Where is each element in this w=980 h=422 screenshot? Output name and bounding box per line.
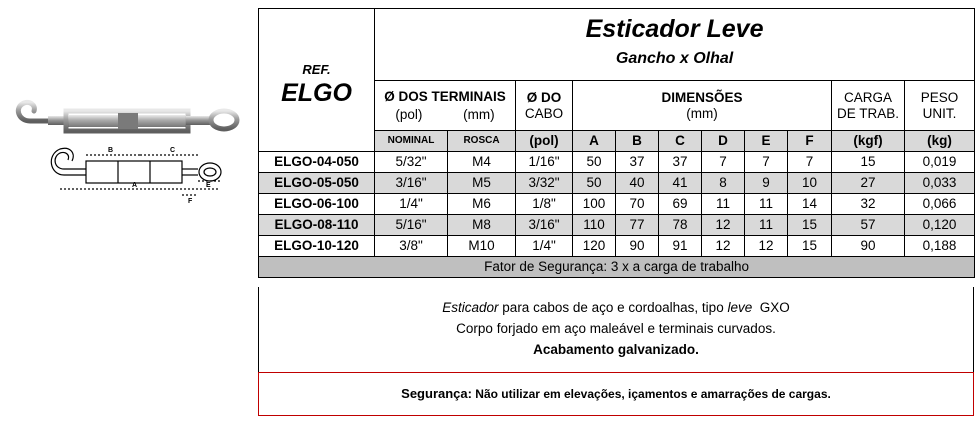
cell-c: 69 — [659, 194, 702, 215]
header-peso-top: PESO — [920, 89, 959, 105]
safety-text: Não utilizar em elevações, içamentos e amarrações de cargas. — [471, 387, 831, 401]
dim-label-c: C — [170, 147, 176, 154]
header-terminals-pol: (pol) — [395, 106, 423, 122]
safety-factor: Fator de Segurança: 3 x a carga de trabalho — [259, 257, 975, 278]
cell-cabo: 1/4" — [516, 236, 573, 257]
header-dimensions — [573, 81, 832, 131]
description-text-1: para cabos de aço e cordoalhas, tipo — [498, 300, 728, 315]
description-italic-leve: leve — [727, 300, 753, 315]
subheader-d: D — [702, 131, 745, 152]
header-carga-top: CARGA — [843, 89, 892, 105]
cell-e: 11 — [745, 215, 788, 236]
subheader-f: F — [788, 131, 832, 152]
cell-carga: 90 — [832, 236, 905, 257]
cell-cabo: 1/16" — [516, 152, 573, 173]
cell-d: 8 — [702, 173, 745, 194]
subheader-kgf: (kgf) — [832, 131, 905, 152]
cell-d: 12 — [702, 236, 745, 257]
cell-a: 50 — [573, 152, 616, 173]
table-row — [259, 152, 975, 173]
row-code: ELGO-10-120 — [259, 236, 375, 257]
cell-d: 7 — [702, 152, 745, 173]
turnbuckle-photo — [18, 102, 237, 131]
cell-peso: 0,120 — [905, 215, 975, 236]
row-code: ELGO-08-110 — [259, 215, 375, 236]
header-carga — [832, 81, 905, 131]
header-peso-bottom: UNIT. — [922, 105, 957, 121]
cell-peso: 0,033 — [905, 173, 975, 194]
cell-rosca: M5 — [448, 173, 516, 194]
cell-rosca: M6 — [448, 194, 516, 215]
cell-e: 7 — [745, 152, 788, 173]
product-spec-sheet — [258, 8, 974, 416]
cell-d: 11 — [702, 194, 745, 215]
cell-a: 120 — [573, 236, 616, 257]
spec-table — [258, 8, 975, 278]
cell-rosca: M4 — [448, 152, 516, 173]
cell-cabo: 3/16" — [516, 215, 573, 236]
header-cabo-bottom: CABO — [524, 105, 564, 121]
cell-f: 15 — [788, 215, 832, 236]
safety-label: Segurança: — [401, 386, 472, 401]
ref-code: ELGO — [281, 78, 352, 107]
cell-carga: 57 — [832, 215, 905, 236]
subheader-kg: (kg) — [905, 131, 975, 152]
cell-c: 78 — [659, 215, 702, 236]
cell-c: 41 — [659, 173, 702, 194]
cell-nominal: 1/4" — [375, 194, 448, 215]
cell-peso: 0,066 — [905, 194, 975, 215]
table-row — [259, 194, 975, 215]
header-dims-top: DIMENSÕES — [661, 89, 743, 105]
dim-label-f: F — [188, 198, 193, 205]
header-cabo-top: Ø DO — [526, 89, 562, 105]
cell-e: 11 — [745, 194, 788, 215]
cell-carga: 15 — [832, 152, 905, 173]
header-terminals — [375, 81, 516, 131]
description-line-1 — [259, 297, 973, 318]
table-row — [259, 215, 975, 236]
cell-f: 10 — [788, 173, 832, 194]
ref-cell — [259, 9, 375, 152]
cell-cabo: 1/8" — [516, 194, 573, 215]
safety-warning — [258, 372, 974, 416]
subheader-a: A — [573, 131, 616, 152]
header-dims-unit: (mm) — [686, 105, 718, 121]
product-description — [258, 287, 974, 373]
page-title: Esticador Leve — [585, 15, 764, 43]
cell-a: 100 — [573, 194, 616, 215]
cell-b: 37 — [616, 152, 659, 173]
subheader-c: C — [659, 131, 702, 152]
cell-rosca: M10 — [448, 236, 516, 257]
title-cell — [375, 9, 975, 81]
cell-c: 37 — [659, 152, 702, 173]
turnbuckle-illustration — [0, 95, 252, 205]
cell-d: 12 — [702, 215, 745, 236]
cell-a: 110 — [573, 215, 616, 236]
header-carga-bottom: DE TRAB. — [836, 105, 899, 121]
description-line-3: Acabamento galvanizado. — [533, 342, 699, 357]
cell-peso: 0,188 — [905, 236, 975, 257]
cell-b: 40 — [616, 173, 659, 194]
cell-a: 50 — [573, 173, 616, 194]
header-peso — [905, 81, 975, 131]
table-row — [259, 236, 975, 257]
header-cabo — [516, 81, 573, 131]
cell-e: 12 — [745, 236, 788, 257]
subheader-e: E — [745, 131, 788, 152]
table-row — [259, 173, 975, 194]
subheader-pol: (pol) — [516, 131, 573, 152]
cell-c: 91 — [659, 236, 702, 257]
page-subtitle: Gancho x Olhal — [615, 49, 734, 67]
header-terminals-mm: (mm) — [463, 106, 495, 122]
cell-f: 14 — [788, 194, 832, 215]
description-text-2: GXO — [752, 300, 790, 315]
cell-peso: 0,019 — [905, 152, 975, 173]
cell-cabo: 3/32" — [516, 173, 573, 194]
subheader-rosca: ROSCA — [448, 131, 516, 152]
cell-rosca: M8 — [448, 215, 516, 236]
cell-nominal: 5/16" — [375, 215, 448, 236]
header-terminals-top: Ø DOS TERMINAIS — [384, 88, 506, 104]
dim-label-a: A — [132, 182, 138, 189]
ref-label: REF. — [302, 61, 331, 77]
description-line-2: Corpo forjado em aço maleável e terminais curvados. — [456, 321, 776, 336]
cell-b: 70 — [616, 194, 659, 215]
cell-b: 90 — [616, 236, 659, 257]
cell-nominal: 3/8" — [375, 236, 448, 257]
description-italic-esticador: Esticador — [442, 300, 499, 315]
row-code: ELGO-06-100 — [259, 194, 375, 215]
cell-nominal: 3/16" — [375, 173, 448, 194]
cell-b: 77 — [616, 215, 659, 236]
row-code: ELGO-05-050 — [259, 173, 375, 194]
cell-carga: 27 — [832, 173, 905, 194]
subheader-b: B — [616, 131, 659, 152]
subheader-nominal: NOMINAL — [375, 131, 448, 152]
cell-e: 9 — [745, 173, 788, 194]
row-code: ELGO-04-050 — [259, 152, 375, 173]
cell-nominal: 5/32" — [375, 152, 448, 173]
cell-carga: 32 — [832, 194, 905, 215]
dim-label-e: E — [206, 182, 211, 189]
cell-f: 15 — [788, 236, 832, 257]
cell-f: 7 — [788, 152, 832, 173]
dim-label-b: B — [108, 147, 114, 154]
